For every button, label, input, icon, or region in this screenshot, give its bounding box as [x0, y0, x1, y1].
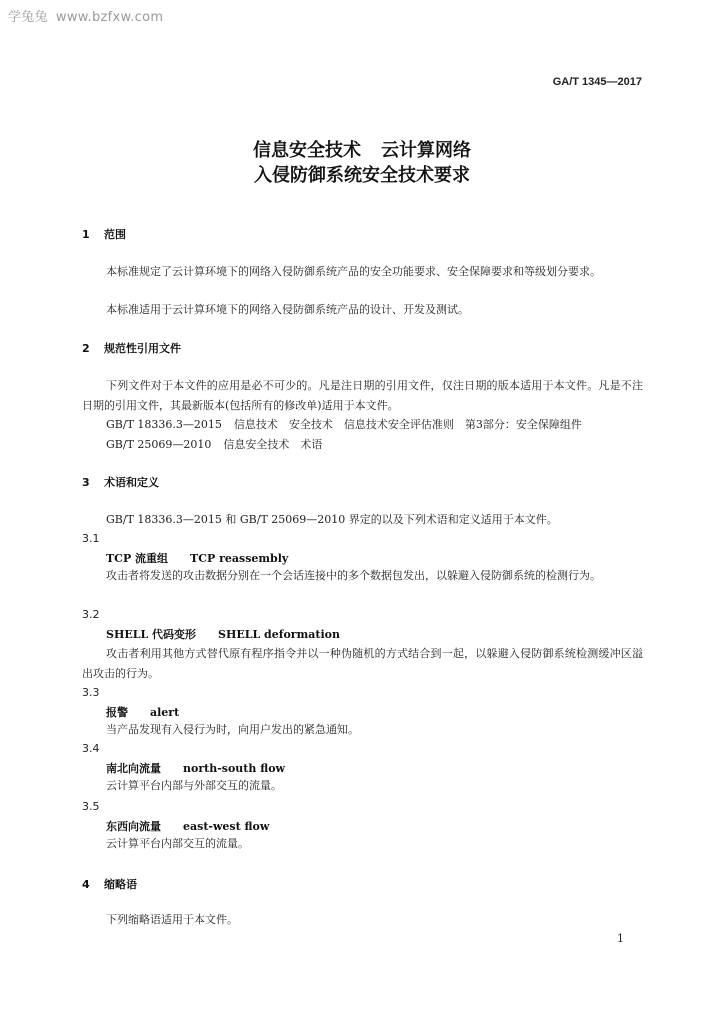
watermark [8, 6, 163, 25]
title-line1-part1: 信息安全技术 [253, 140, 361, 161]
term-en: TCP reassembly [190, 552, 289, 565]
term-number: 3.2 [82, 608, 100, 621]
watermark-site-name: 学兔兔 [8, 10, 48, 25]
page-number: 1 [617, 932, 624, 945]
section-heading-abbreviations [82, 876, 137, 892]
term-entry [106, 550, 288, 566]
term-number: 3.3 [82, 686, 100, 699]
term-definition: 云计算平台内部交互的流量。 [106, 837, 249, 850]
standard-code: GA/T 1345—2017 [552, 76, 642, 88]
section-number: 1 [82, 228, 90, 241]
section-title: 范围 [104, 228, 126, 241]
term-zh: TCP 流重组 [106, 552, 169, 565]
title-line1-part2: 云计算网络 [381, 140, 471, 161]
term-entry [106, 818, 269, 834]
document-title [0, 138, 724, 188]
term-zh: SHELL 代码变形 [106, 628, 197, 641]
term-entry [106, 626, 340, 642]
term-number: 3.1 [82, 532, 100, 545]
term-en: SHELL deformation [218, 628, 340, 641]
reference-title: 信息安全技术 术语 [223, 438, 323, 451]
section-number: 4 [82, 878, 90, 891]
term-definition: 当产品发现有入侵行为时，向用户发出的紧急通知。 [106, 723, 359, 736]
reference-code: GB/T 18336.3—2015 [106, 418, 222, 431]
term-en: north-south flow [183, 762, 286, 775]
term-zh: 南北向流量 [106, 762, 161, 775]
reference-item [106, 436, 322, 452]
section-title: 规范性引用文件 [104, 342, 181, 355]
title-line2: 入侵防御系统安全技术要求 [254, 165, 470, 186]
term-number: 3.4 [82, 742, 100, 755]
section-heading-normative-references [82, 340, 181, 356]
paragraph: 本标准规定了云计算环境下的网络入侵防御系统产品的安全功能要求、安全保障要求和等级划分要求。 [106, 265, 601, 278]
paragraph: 下列文件对于本文件的应用是必不可少的。凡是注日期的引用文件，仅注日期的版本适用于本文件。凡是不注日期的引用文件，其最新版本(包括所有的修改单)适用于本文件。 [82, 379, 643, 412]
term-entry [106, 704, 179, 720]
reference-code: GB/T 25069—2010 [106, 438, 212, 451]
paragraph: GB/T 18336.3—2015 和 GB/T 25069—2010 界定的以及下列术语和定义适用于本文件。 [106, 513, 558, 526]
term-entry [106, 760, 285, 776]
paragraph: 下列缩略语适用于本文件。 [106, 913, 238, 926]
term-definition: 攻击者将发送的攻击数据分别在一个会话连接中的多个数据包发出，以躲避入侵防御系统的检测行为。 [106, 569, 601, 582]
term-zh: 东西向流量 [106, 820, 161, 833]
term-zh: 报警 [106, 706, 128, 719]
paragraph: 本标准适用于云计算环境下的网络入侵防御系统产品的设计、开发及测试。 [106, 303, 469, 316]
section-title: 术语和定义 [104, 476, 159, 489]
term-definition: 云计算平台内部与外部交互的流量。 [106, 779, 282, 792]
section-title: 缩略语 [104, 878, 137, 891]
section-number: 3 [82, 476, 90, 489]
section-heading-terms-and-definitions [82, 474, 159, 490]
section-heading-scope [82, 226, 126, 242]
term-en: alert [150, 706, 180, 719]
watermark-url: www.bzfxw.com [55, 10, 164, 25]
term-definition: 攻击者利用其他方式替代原有程序指令并以一种伪随机的方式结合到一起，以躲避入侵防御系统检测缓冲区溢出攻击的行为。 [82, 647, 643, 680]
term-number: 3.5 [82, 800, 100, 813]
section-number: 2 [82, 342, 90, 355]
reference-title: 信息技术 安全技术 信息技术安全评估准则 第3部分：安全保障组件 [233, 418, 582, 431]
reference-item [106, 416, 582, 432]
term-en: east-west flow [183, 820, 270, 833]
